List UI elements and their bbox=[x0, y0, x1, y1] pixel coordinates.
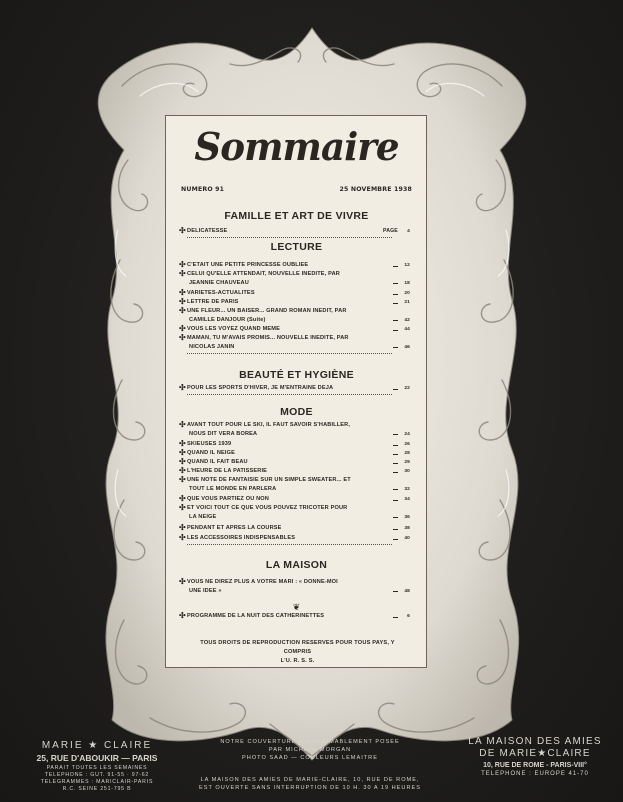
credits-line-5: EST OUVERTE SANS INTERRUPTION DE 10 H. 30 A 19 HEURES bbox=[199, 785, 421, 791]
toc-entry-page: 29 bbox=[404, 460, 410, 465]
toc-entry-page: 30 bbox=[404, 469, 410, 474]
toc-entry-page: 6 bbox=[407, 614, 410, 619]
toc-entry-continuation: TOUT LE MONDE EN PARLERA bbox=[189, 485, 277, 492]
toc-entry-title: VARIETES-ACTUALITES bbox=[187, 290, 255, 296]
publisher-brand: MARIE ★ CLAIRE bbox=[41, 740, 153, 751]
toc-entry-page: 38 bbox=[404, 526, 410, 531]
toc-entry-page: 32 bbox=[404, 486, 410, 492]
cross-bullet-icon: ✣ bbox=[179, 439, 186, 448]
maison-line-1: LA MAISON DES AMIES bbox=[468, 736, 602, 747]
toc-entry-continuation: LA NEIGE bbox=[189, 513, 217, 520]
cross-bullet-icon: ✣ bbox=[179, 269, 186, 278]
publisher-line-1: PARAIT TOUTES LES SEMAINES bbox=[46, 765, 148, 771]
cross-bullet-icon: ✣ bbox=[179, 324, 186, 333]
toc-entry-page: 26 bbox=[404, 442, 410, 447]
toc-entry-title: QUAND IL NEIGE bbox=[187, 450, 235, 456]
footer-credits bbox=[172, 738, 448, 792]
cross-bullet-icon: ✣ bbox=[179, 260, 186, 269]
dotted-rule bbox=[187, 353, 392, 354]
publisher-line-2: TELEPHONE : GUT. 91-55 · 97-62 bbox=[44, 772, 150, 778]
publisher-line-3: TELEGRAMMES : MARICLAIR-PARIS bbox=[40, 779, 154, 785]
cross-bullet-icon: ✣ bbox=[179, 457, 186, 466]
toc-entry-title: VOUS NE DIREZ PLUS A VOTRE MARI : « DONNE-MOI bbox=[187, 579, 338, 585]
rights-line-2: L'U. R. S. S. bbox=[280, 658, 315, 664]
toc-entry-page: 48 bbox=[404, 588, 410, 594]
cross-bullet-icon: ✣ bbox=[179, 288, 186, 297]
footer-publisher bbox=[22, 740, 172, 793]
toc-entry-title: POUR LES SPORTS D'HIVER, JE M'ENTRAINE DEJA bbox=[187, 385, 334, 391]
publisher-details bbox=[22, 765, 172, 793]
toc-entry-page: 4 bbox=[407, 229, 410, 234]
dotted-rule bbox=[187, 394, 392, 395]
toc-entry-title: SKIEUSES 1939 bbox=[187, 441, 232, 447]
toc-entry-title: VOUS LES VOYEZ QUAND MEME bbox=[187, 326, 280, 332]
cross-bullet-icon: ✣ bbox=[179, 577, 186, 586]
toc-entry-page: 42 bbox=[404, 317, 410, 323]
cross-bullet-icon: ✣ bbox=[179, 226, 186, 235]
cross-bullet-icon: ✣ bbox=[179, 297, 186, 306]
cross-bullet-icon: ✣ bbox=[179, 533, 186, 542]
toc-entry-page: 46 bbox=[404, 344, 410, 350]
toc-entry-title: DELICATESSE bbox=[187, 228, 228, 234]
toc-entry-continuation: NOUS DIT VERA BOREA bbox=[189, 430, 258, 437]
toc-entry-page: 21 bbox=[404, 300, 410, 305]
toc-entry-title: UNE FLEUR... UN BAISER... GRAND ROMAN INEDIT, PAR bbox=[187, 308, 347, 314]
cross-bullet-icon: ✣ bbox=[179, 333, 186, 342]
toc-entry-title: LES ACCESSOIRES INDISPENSABLES bbox=[187, 535, 296, 541]
credits-line-2: PAR MICHELE MORGAN bbox=[268, 747, 352, 753]
issue-number: NUMERO 91 bbox=[181, 186, 225, 193]
toc-entry-continuation: JEANNIE CHAUVEAU bbox=[189, 279, 249, 286]
section-title: LA MAISON bbox=[265, 559, 328, 571]
section-title: LECTURE bbox=[270, 241, 323, 253]
toc-entry-page: 40 bbox=[404, 536, 410, 541]
toc-entry-page: 22 bbox=[404, 386, 410, 391]
section-title: FAMILLE ET ART DE VIVRE bbox=[224, 210, 369, 222]
toc-entry-title: QUAND IL FAIT BEAU bbox=[187, 459, 248, 465]
page-title: Sommaire bbox=[194, 124, 399, 169]
maison-line-2: DE MARIE★CLAIRE bbox=[479, 748, 591, 759]
toc-entry-title: QUE VOUS PARTIEZ OU NON bbox=[187, 496, 269, 502]
toc-entry-page: 24 bbox=[404, 431, 410, 437]
cross-bullet-icon: ✣ bbox=[179, 420, 186, 429]
toc-entry-page: 44 bbox=[404, 327, 410, 332]
fleuron-ornament: ❦ bbox=[292, 603, 301, 613]
toc-entry-title: AVANT TOUT POUR LE SKI, IL FAUT SAVOIR S'HABILLER, bbox=[187, 422, 351, 428]
publisher-address: 25, RUE D'ABOUKIR — PARIS bbox=[36, 753, 158, 763]
section-title: MODE bbox=[280, 406, 313, 418]
cross-bullet-icon: ✣ bbox=[179, 306, 186, 315]
toc-entry-page: 20 bbox=[404, 291, 410, 296]
cross-bullet-icon: ✣ bbox=[179, 494, 186, 503]
toc-entry-title: LETTRE DE PARIS bbox=[187, 299, 239, 305]
contents-inner bbox=[179, 116, 414, 667]
maison-address: 10, RUE DE ROME - PARIS-VIII° bbox=[483, 762, 587, 769]
toc-entry-title: CELUI QU'ELLE ATTENDAIT, NOUVELLE INEDITE, PAR bbox=[187, 271, 340, 277]
toc-entry-title: C'ETAIT UNE PETITE PRINCESSE OUBLIEE bbox=[187, 262, 309, 268]
toc-entry-page: 34 bbox=[404, 497, 410, 502]
toc-entry-page: 36 bbox=[404, 514, 410, 520]
cross-bullet-icon: ✣ bbox=[179, 466, 186, 475]
publisher-line-4: R.C. SEINE 251-795 B bbox=[62, 786, 132, 792]
issue-date: 25 NOVEMBRE 1938 bbox=[339, 186, 412, 193]
credits-line-3: PHOTO SAAD — COULEURS LEMAITRE bbox=[242, 755, 378, 761]
rights-notice bbox=[187, 639, 408, 666]
section-title: BEAUTÉ ET HYGIÈNE bbox=[239, 369, 354, 381]
toc-entry-continuation: UNE IDEE » bbox=[189, 587, 222, 594]
toc-entry-continuation: CAMILLE DANJOUR (Suite) bbox=[189, 316, 266, 323]
rights-line-1: TOUS DROITS DE REPRODUCTION RESERVES POUR TOUS PAYS, Y COMPRIS bbox=[200, 640, 395, 655]
toc-entry-title: ET VOICI TOUT CE QUE VOUS POUVEZ TRICOTER POUR bbox=[187, 505, 348, 511]
toc-entry-title: PENDANT ET APRES LA COURSE bbox=[187, 525, 282, 531]
cross-bullet-icon: ✣ bbox=[179, 523, 186, 532]
toc-entry-page: 18 bbox=[404, 280, 410, 286]
cross-bullet-icon: ✣ bbox=[179, 611, 186, 620]
cross-bullet-icon: ✣ bbox=[179, 383, 186, 392]
credits-line-1: NOTRE COUVERTURE A ETE AIMABLEMENT POSEE bbox=[220, 739, 400, 745]
toc-entry-title: L'HEURE DE LA PATISSERIE bbox=[187, 468, 268, 474]
cross-bullet-icon: ✣ bbox=[179, 448, 186, 457]
footer-maison bbox=[460, 736, 610, 777]
maison-telephone: TELEPHONE : EUROPE 41-70 bbox=[481, 771, 589, 777]
toc-entry-continuation: NICOLAS JANIN bbox=[189, 343, 235, 350]
page-label: PAGE bbox=[383, 228, 398, 234]
toc-entry-page: 12 bbox=[404, 263, 410, 268]
cross-bullet-icon: ✣ bbox=[179, 503, 186, 512]
toc-entry-title: PROGRAMME DE LA NUIT DES CATHERINETTES bbox=[187, 613, 325, 619]
dotted-rule bbox=[187, 544, 392, 545]
toc-entry-page: 28 bbox=[404, 451, 410, 456]
credits-line-4: LA MAISON DES AMIES DE MARIE-CLAIRE, 10, RUE DE ROME, bbox=[200, 777, 420, 783]
contents-panel bbox=[165, 115, 427, 668]
cross-bullet-icon: ✣ bbox=[179, 475, 186, 484]
toc-entry-title: MAMAN, TU M'AVAIS PROMIS... NOUVELLE INEDITE, PAR bbox=[187, 335, 349, 341]
dotted-rule bbox=[187, 237, 392, 238]
toc-entry-title: UNE NOTE DE FANTAISIE SUR UN SIMPLE SWEATER... ET bbox=[187, 477, 351, 483]
